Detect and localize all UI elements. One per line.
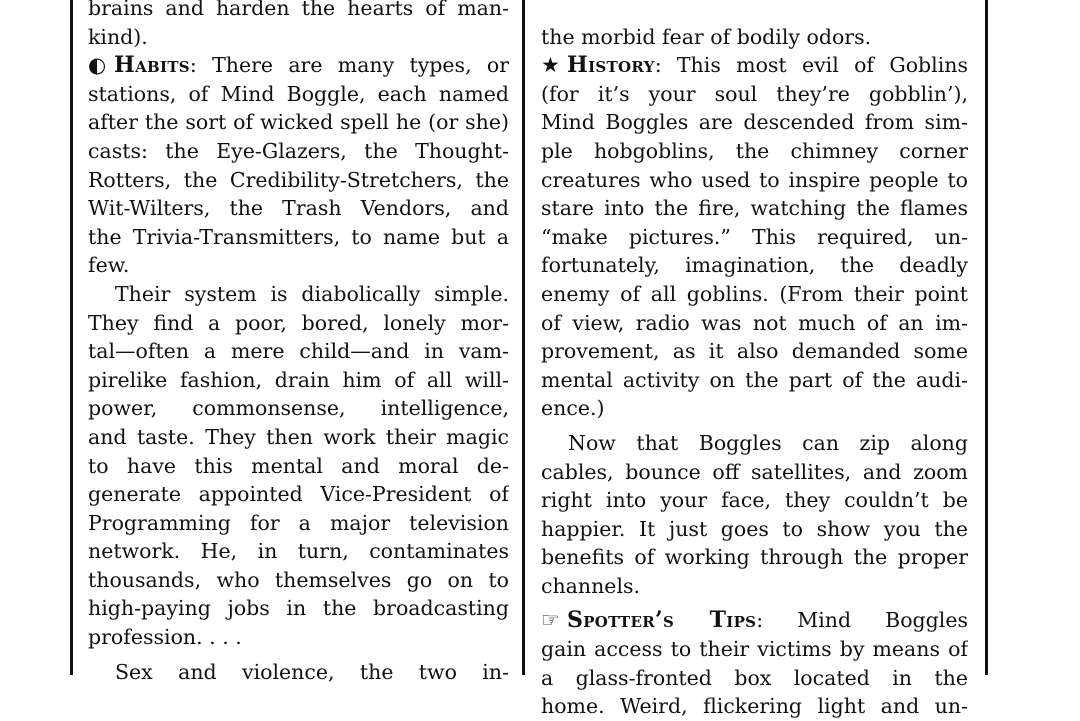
center-column-rule <box>522 0 525 675</box>
text-line: happier. It just goes to show you the <box>541 516 968 541</box>
text-line: the morbid fear of bodily odors. <box>541 24 872 49</box>
tips-heading: Spotter’s Tips <box>567 607 757 634</box>
text-line: ple hobgoblins, the chimney corner <box>541 138 968 163</box>
text-line: a glass-fronted box located in the <box>541 665 968 690</box>
text-line: home. Weird, flickering light and un- <box>541 694 968 719</box>
text-line: stations, of Mind Boggle, each named <box>88 81 509 106</box>
right-column-rule <box>985 0 988 675</box>
text-line: enemy of all goblins. (From their point <box>541 281 968 306</box>
history-heading-line <box>541 51 968 80</box>
text-line: channels. <box>541 573 641 598</box>
text-line: Mind Boggles are descended from sim- <box>541 110 968 135</box>
text-line: gain access to their victims by means of <box>541 637 968 662</box>
text-line: network. He, in turn, contaminates <box>88 539 509 564</box>
text-line: right into your face, they couldn’t be <box>541 488 968 513</box>
text-line: profession. . . . <box>88 625 242 650</box>
text-line: after the sort of wicked spell he (or she) <box>88 110 509 135</box>
text-line: of view, radio was not much of an im- <box>541 310 968 335</box>
right-text-column <box>541 0 968 721</box>
text-line: ence.) <box>541 396 605 421</box>
left-text-column <box>88 0 509 686</box>
star-icon: ★ <box>541 53 560 78</box>
text-line: cables, bounce off satellites, and zoom <box>541 459 968 484</box>
text-line: Now that Boggles can zip along <box>568 430 968 455</box>
left-column-rule <box>70 0 73 675</box>
text-line: generate appointed Vice-President of <box>88 482 509 507</box>
text-line: tal—often a mere child—and in vam- <box>88 339 509 364</box>
text-line: kind). <box>88 24 148 49</box>
text-line: “make pictures.” This required, un- <box>541 224 968 249</box>
text-line: (for it’s your soul they’re gobblin’), <box>541 81 968 106</box>
text-line: They find a poor, bored, lonely mor- <box>88 310 509 335</box>
text-line: power, commonsense, intelligence, <box>88 396 509 421</box>
pointing-hand-icon: ☞ <box>541 608 560 633</box>
text-line: fortunately, imagination, the deadly <box>541 253 968 278</box>
text-line: the Trivia-Transmitters, to name but a <box>88 224 509 249</box>
text-line: thousands, who themselves go on to <box>88 567 509 592</box>
text-line: stare into the fire, watching the flames <box>541 196 968 221</box>
text-line: Sex and violence, the two in- <box>115 659 509 684</box>
half-moon-icon: ◐ <box>88 53 107 78</box>
text-line: and taste. They then work their magic <box>88 424 509 449</box>
text-line: : Mind Boggles <box>756 608 968 633</box>
history-heading: History <box>567 52 655 79</box>
habits-heading: Habits <box>114 52 190 79</box>
text-line: Their system is diabolically simple. <box>115 281 509 306</box>
habits-heading-line <box>88 51 509 80</box>
text-line: brains and harden the hearts of man- <box>88 0 509 20</box>
text-line: casts: the Eye-Glazers, the Thought- <box>88 138 509 163</box>
text-line: : There are many types, or <box>189 53 509 78</box>
text-line: : This most evil of Goblins <box>654 53 968 78</box>
text-line: mental activity on the part of the audi- <box>541 367 968 392</box>
text-line: benefits of working through the proper <box>541 545 968 570</box>
text-line: creatures who used to inspire people to <box>541 167 968 192</box>
text-line: Rotters, the Credibility-Stretchers, the <box>88 167 509 192</box>
text-line: Wit-Wilters, the Trash Vendors, and <box>88 196 509 221</box>
text-line: pirelike fashion, drain him of all will- <box>88 367 509 392</box>
text-line: to have this mental and moral de- <box>88 453 509 478</box>
text-line: few. <box>88 253 130 278</box>
text-line: high-paying jobs in the broadcasting <box>88 596 509 621</box>
text-line: Programming for a major television <box>88 510 509 535</box>
tips-heading-line <box>541 606 968 635</box>
text-line: provement, as it also demanded some <box>541 339 968 364</box>
